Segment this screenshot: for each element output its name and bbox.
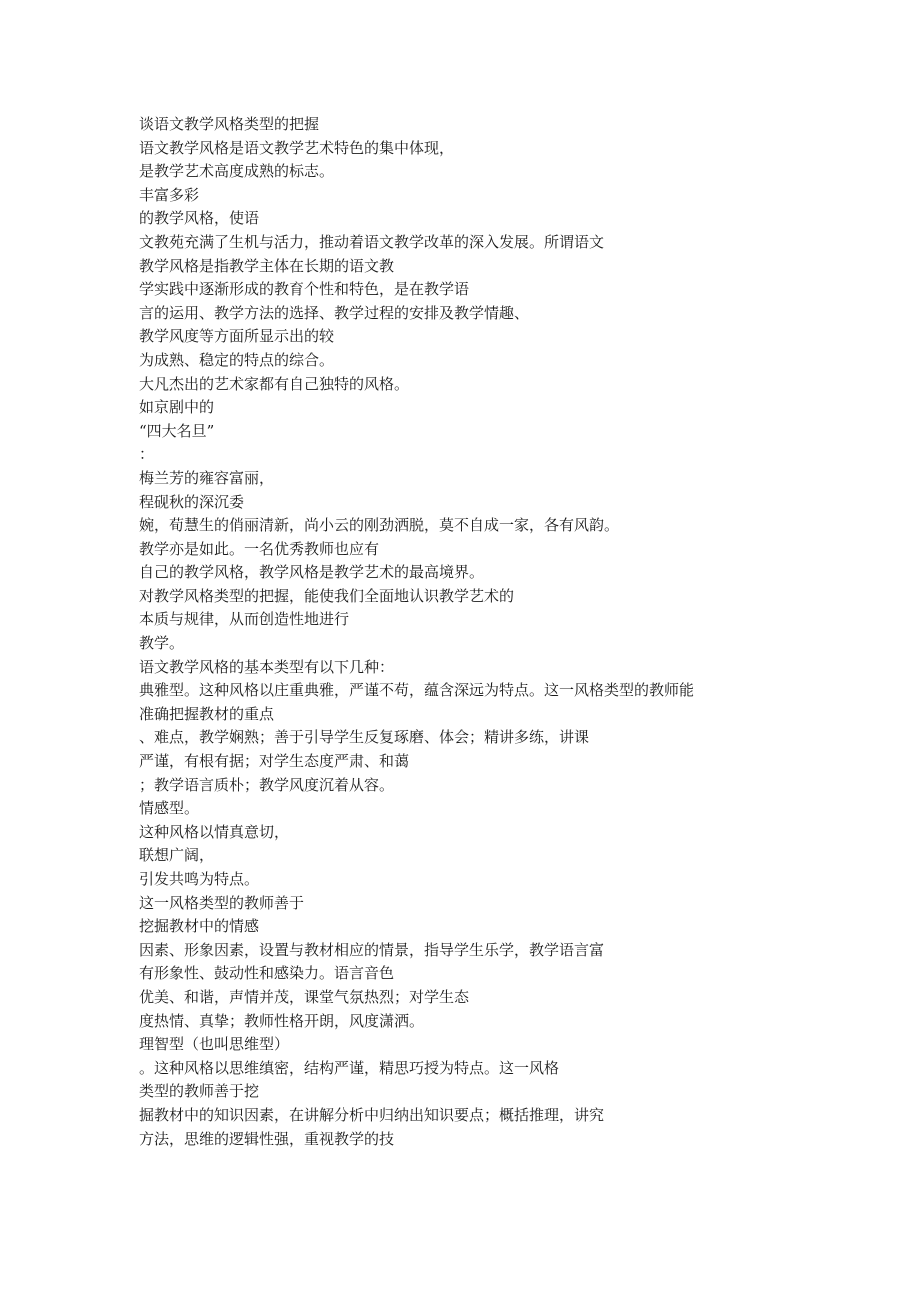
text-line: 理智型（也叫思维型） xyxy=(139,1035,290,1054)
text-line: 大凡杰出的艺术家都有自己独特的风格。 xyxy=(139,374,410,393)
text-line: 本质与规律，从而创造性地进行 xyxy=(139,610,350,629)
text-line: ： xyxy=(139,445,155,464)
text-line: ；教学语言质朴；教学风度沉着从容。 xyxy=(139,775,395,794)
text-line: 语文教学风格是语文教学艺术特色的集中体现， xyxy=(139,138,455,157)
text-line: 如京剧中的 xyxy=(139,398,215,417)
text-line: 言的运用、教学方法的选择、教学过程的安排及教学情趣、 xyxy=(139,303,530,322)
text-line: 优美、和谐，声情并茂，课堂气氛热烈；对学生态 xyxy=(139,987,470,1006)
text-line: 语文教学风格的基本类型有以下几种： xyxy=(139,657,395,676)
text-line: 程砚秋的深沉委 xyxy=(139,492,245,511)
text-line: 教学。 xyxy=(139,634,185,653)
text-line: 。这种风格以思维缜密，结构严谨，精思巧授为特点。这一风格 xyxy=(139,1058,560,1077)
text-line: 因素、形象因素，设置与教材相应的情景，指导学生乐学，教学语言富 xyxy=(139,940,605,959)
text-line: 的教学风格，使语 xyxy=(139,209,260,228)
text-line: 有形象性、鼓动性和感染力。语言音色 xyxy=(139,964,395,983)
text-line: 文教苑充满了生机与活力，推动着语文教学改革的深入发展。所谓语文 xyxy=(139,232,605,251)
text-line: 情感型。 xyxy=(139,799,200,818)
text-line: 挖掘教材中的情感 xyxy=(139,917,260,936)
document-body xyxy=(139,113,779,1151)
text-line: 联想广阔， xyxy=(139,846,215,865)
document-title: 谈语文教学风格类型的把握 xyxy=(139,115,320,133)
text-line: 梅兰芳的雍容富丽， xyxy=(139,468,275,487)
text-line: 准确把握教材的重点 xyxy=(139,704,275,723)
text-line: 丰富多彩 xyxy=(139,185,200,204)
text-line: 教学亦是如此。一名优秀教师也应有 xyxy=(139,539,380,558)
text-line: 对教学风格类型的把握，能使我们全面地认识教学艺术的 xyxy=(139,586,515,605)
text-line: 方法，思维的逻辑性强，重视教学的技 xyxy=(139,1129,395,1148)
text-line: 、难点，教学娴熟；善于引导学生反复琢磨、体会；精讲多练，讲课 xyxy=(139,728,590,747)
text-line: 度热情、真挚；教师性格开朗，风度潇洒。 xyxy=(139,1011,425,1030)
text-line: 类型的教师善于挖 xyxy=(139,1082,260,1101)
text-line: 掘教材中的知识因素，在讲解分析中归纳出知识要点；概括推理，讲究 xyxy=(139,1105,605,1124)
text-line: 婉，荀慧生的俏丽清新，尚小云的刚劲洒脱，莫不自成一家，各有风韵。 xyxy=(139,516,620,535)
text-line: “四大名旦” xyxy=(139,421,215,440)
text-line: 引发共鸣为特点。 xyxy=(139,870,260,888)
text-line: 学实践中逐渐形成的教育个性和特色，是在教学语 xyxy=(139,280,470,299)
text-line: 为成熟、稳定的特点的综合。 xyxy=(139,350,335,369)
text-line: 教学风格是指教学主体在长期的语文教 xyxy=(139,256,395,275)
text-line: 典雅型。这种风格以庄重典雅，严谨不苟，蕴含深远为特点。这一风格类型的教师能 xyxy=(139,681,695,700)
text-line: 是教学艺术高度成熟的标志。 xyxy=(139,162,335,181)
text-line: 教学风度等方面所显示出的较 xyxy=(139,327,335,346)
text-line: 这一风格类型的教师善于 xyxy=(139,893,305,912)
text-line: 这种风格以情真意切， xyxy=(139,822,290,841)
text-line: 严谨，有根有据；对学生态度严肃、和蔼 xyxy=(139,752,410,771)
text-line: 自己的教学风格，教学风格是教学艺术的最高境界。 xyxy=(139,563,485,582)
